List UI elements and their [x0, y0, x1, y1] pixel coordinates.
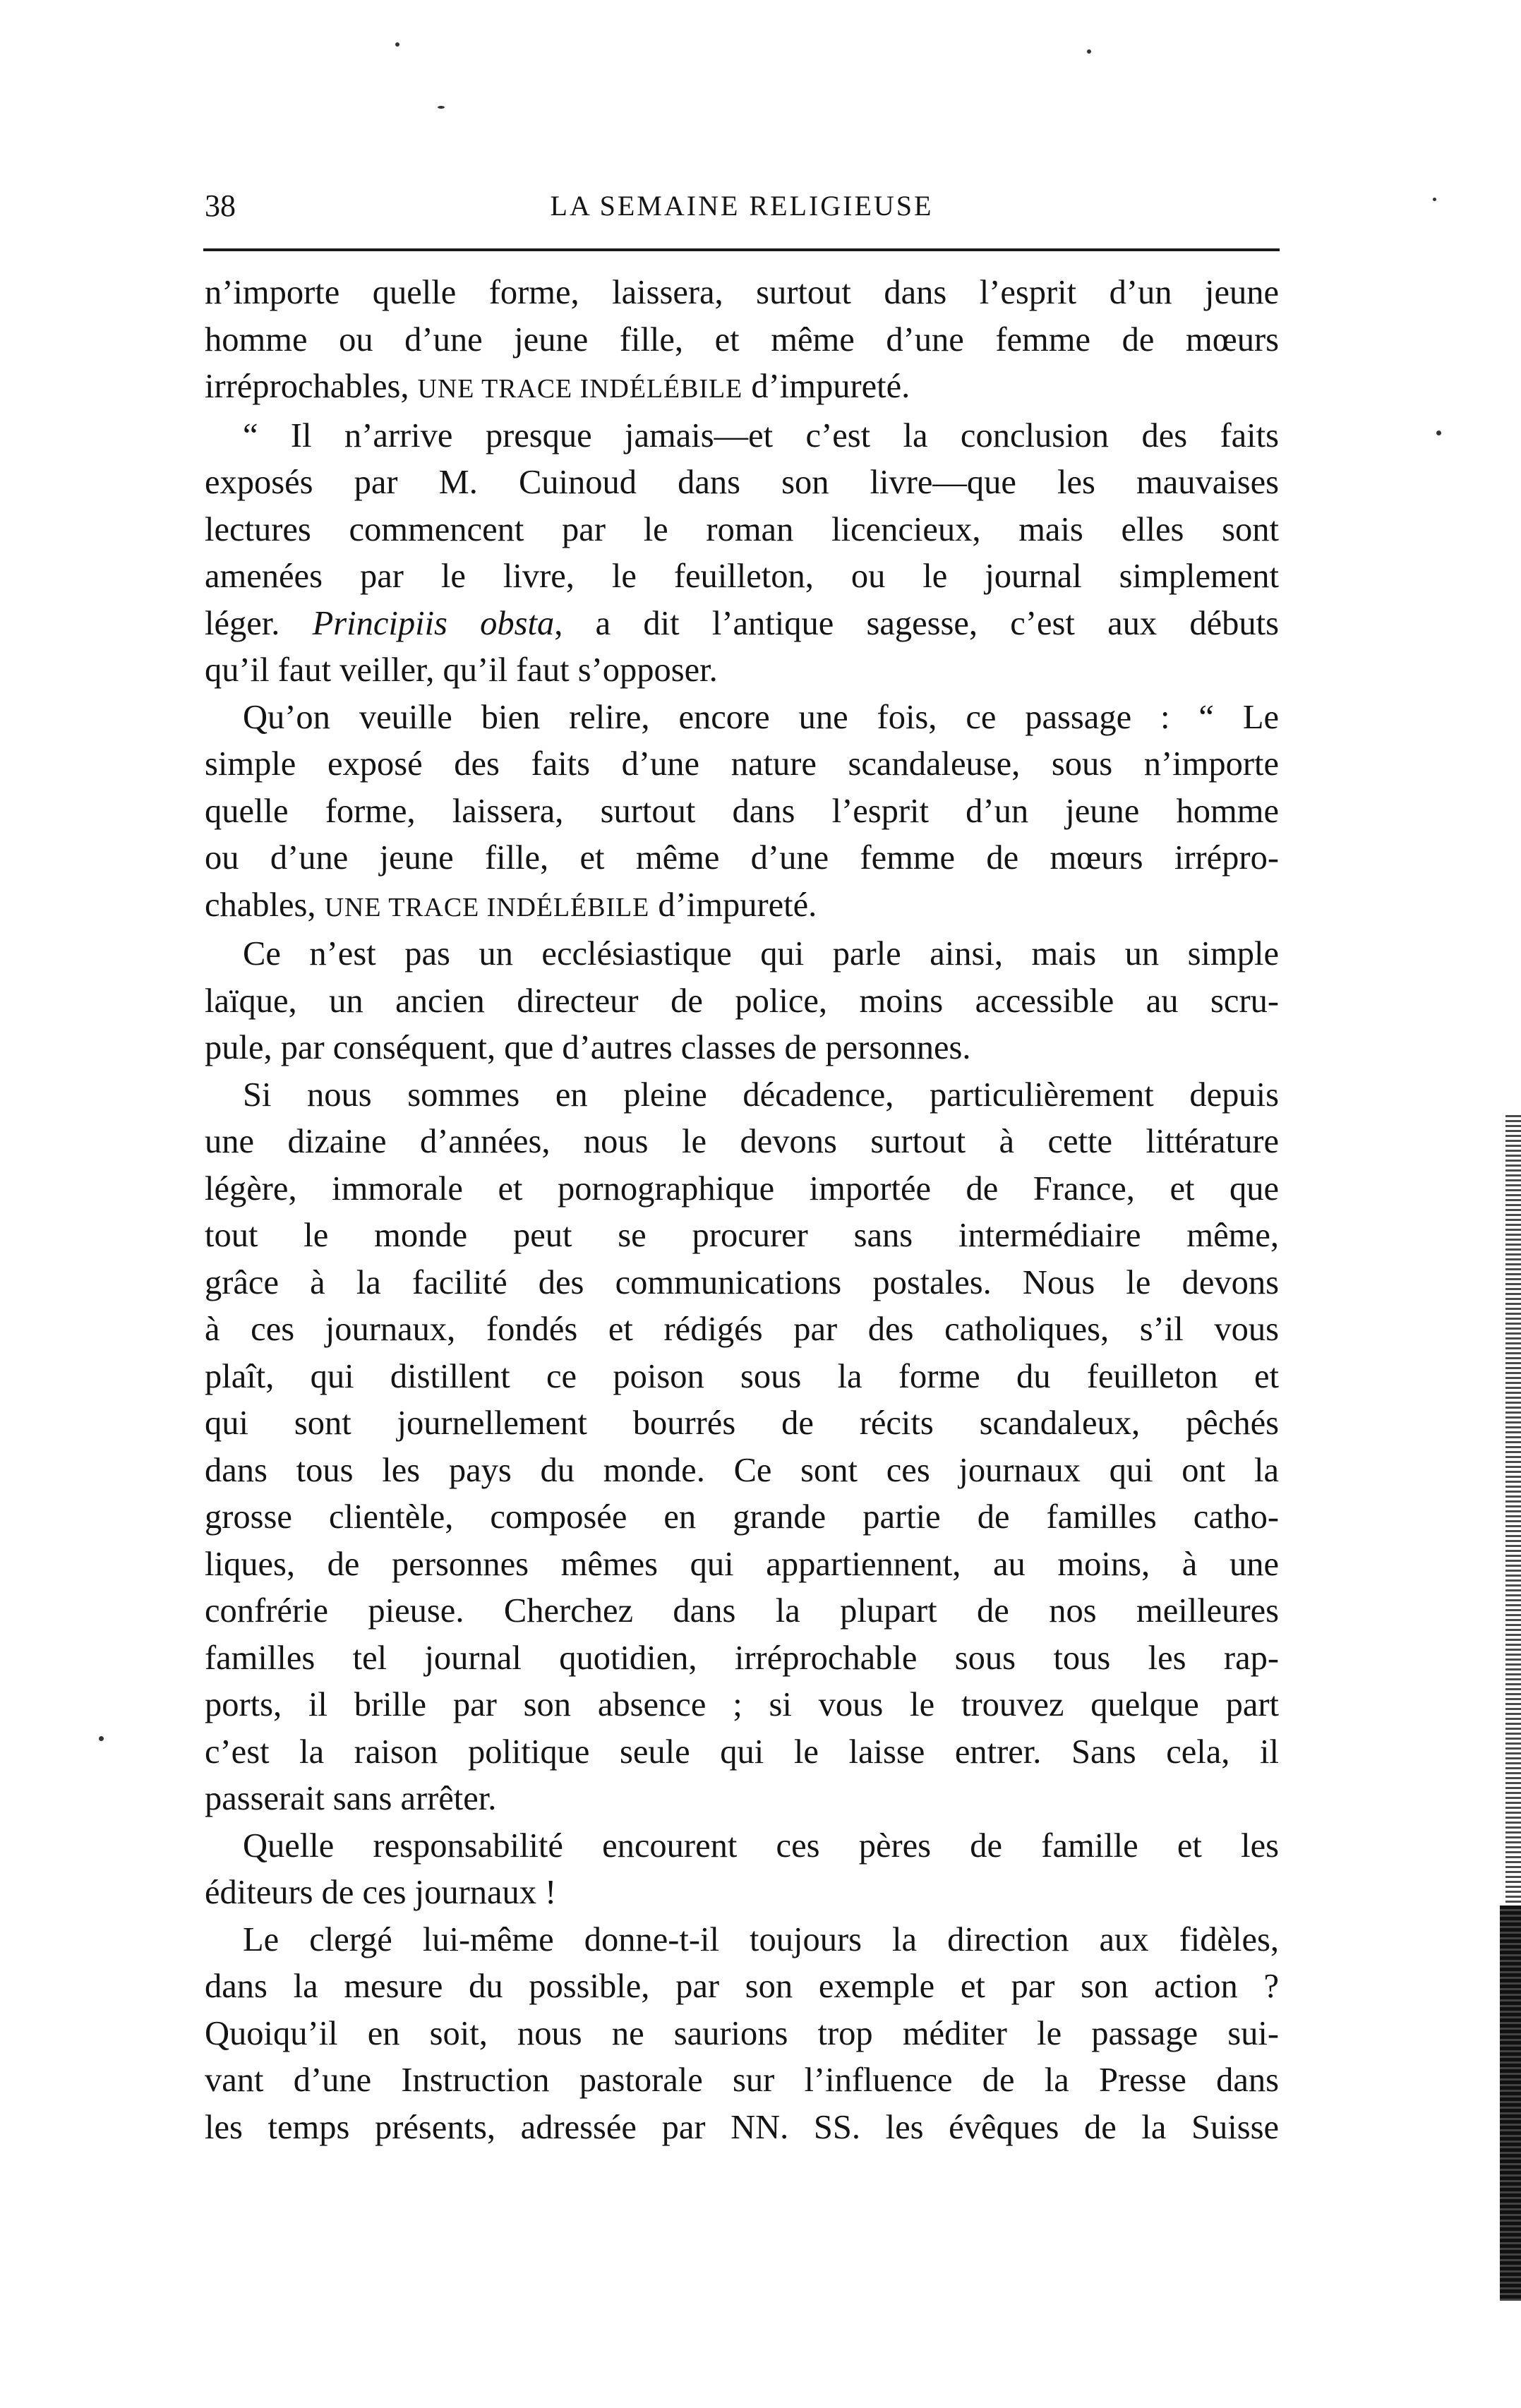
text-line: grosse clientèle, composée en grande partie de familles catho-	[205, 1498, 1279, 1536]
text-line: amenées par le livre, le feuilleton, ou le journal simplement	[205, 558, 1279, 595]
scan-speck	[395, 42, 399, 47]
small-caps-emphasis: UNE TRACE INDÉLÉBILE	[417, 374, 743, 404]
scan-speck	[438, 106, 445, 109]
text-line: Ce n’est pas un ecclésiastique qui parle ainsi, mais un simple	[243, 935, 1279, 973]
text-line: exposés par M. Cuinoud dans son livre—que les mauvaises	[205, 464, 1279, 501]
text-line: grâce à la facilité des communications postales. Nous le devons	[205, 1263, 1279, 1301]
text-line: qui sont journellement bourrés de récits scandaleux, pêchés	[205, 1404, 1279, 1442]
text-line: Le clergé lui-même donne-t-il toujours la direction aux fidèles,	[243, 1920, 1279, 1958]
scan-speck	[1433, 198, 1436, 201]
page-header	[205, 185, 1279, 227]
text-line: chables, UNE TRACE INDÉLÉBILE d’impureté.	[205, 886, 817, 924]
paragraph	[205, 694, 1279, 932]
text-line: dans la mesure du possible, par son exemple et par son action ?	[205, 1968, 1279, 2005]
text-line: tout le monde peut se procurer sans intermédiaire même,	[205, 1217, 1279, 1254]
text-line: Qu’on veuille bien relire, encore une fois, ce passage : “ Le	[243, 698, 1279, 736]
text-line: pule, par conséquent, que d’autres classes de personnes.	[205, 1029, 971, 1066]
paragraph	[205, 1823, 1279, 1917]
text-line: légère, immorale et pornographique importée de France, et que	[205, 1169, 1279, 1208]
header-rule	[203, 248, 1280, 251]
text-line: ports, il brille par son absence ; si vous le trouvez quelque part	[205, 1686, 1279, 1723]
text-line: Quelle responsabilité encourent ces pères de famille et les	[243, 1826, 1279, 1865]
paragraph	[205, 1917, 1279, 2152]
text-line: “ Il n’arrive presque jamais—et c’est la conclusion des faits	[243, 416, 1279, 454]
scan-speck	[99, 1736, 104, 1741]
text-line: qu’il faut veiller, qu’il faut s’opposer.	[205, 651, 718, 689]
latin-phrase: Principiis obsta	[312, 604, 555, 642]
paragraph	[205, 931, 1279, 1072]
text-line: c’est la raison politique seule qui le laisse entrer. Sans cela, il	[205, 1733, 1279, 1771]
scan-speck	[1436, 431, 1441, 435]
text-line: passerait sans arrêter.	[205, 1780, 497, 1817]
page-number: 38	[205, 188, 236, 223]
running-head: LA SEMAINE RELIGIEUSE	[550, 190, 934, 222]
text-line: plaît, qui distillent ce poison sous la forme du feuilleton et	[205, 1357, 1279, 1395]
scan-speck	[1087, 49, 1091, 54]
text-line: dans tous les pays du monde. Ce sont ces journaux qui ont la	[205, 1451, 1279, 1489]
body-text	[205, 270, 1279, 2151]
text-line: les temps présents, adressée par NN. SS. les évêques de la Suisse	[205, 2108, 1279, 2146]
paragraph	[205, 1072, 1279, 1823]
scan-binding-edge	[1500, 1906, 1521, 2301]
text-line: une dizaine d’années, nous le devons surtout à cette littérature	[205, 1123, 1279, 1160]
text-line: laïque, un ancien directeur de police, moins accessible au scru-	[205, 982, 1279, 1020]
text-line: à ces journaux, fondés et rédigés par des catholiques, s’il vous	[205, 1311, 1279, 1348]
text-line: confrérie pieuse. Cherchez dans la plupart de nos meilleures	[205, 1592, 1279, 1630]
text-line: liques, de personnes mêmes qui appartiennent, au moins, à une	[205, 1545, 1279, 1583]
text-line: léger. Principiis obsta, a dit l’antique sagesse, c’est aux débuts	[205, 604, 1279, 642]
text-line: irréprochables, UNE TRACE INDÉLÉBILE d’impureté.	[205, 368, 910, 405]
text-line: lectures commencent par le roman licencieux, mais elles sont	[205, 510, 1279, 548]
text-line: vant d’une Instruction pastorale sur l’influence de la Presse dans	[205, 2061, 1279, 2099]
text-line: quelle forme, laissera, surtout dans l’esprit d’un jeune homme	[205, 792, 1279, 830]
small-caps-emphasis: UNE TRACE INDÉLÉBILE	[324, 892, 650, 922]
text-line: Quoiqu’il en soit, nous ne saurions trop méditer le passage sui-	[205, 2014, 1279, 2052]
text-line: Si nous sommes en pleine décadence, particulièrement depuis	[243, 1076, 1279, 1114]
text-line: ou d’une jeune fille, et même d’une femme de mœurs irrépro-	[205, 839, 1279, 877]
text-line: éditeurs de ces journaux !	[205, 1874, 557, 1911]
paragraph	[205, 270, 1279, 413]
text-line: n’importe quelle forme, laissera, surtout dans l’esprit d’un jeune	[205, 274, 1279, 311]
text-line: simple exposé des faits d’une nature scandaleuse, sous n’importe	[205, 745, 1279, 783]
text-line: familles tel journal quotidien, irréprochable sous tous les rap-	[205, 1639, 1279, 1677]
text-line: homme ou d’une jeune fille, et même d’une femme de mœurs	[205, 320, 1279, 359]
paragraph	[205, 413, 1279, 694]
